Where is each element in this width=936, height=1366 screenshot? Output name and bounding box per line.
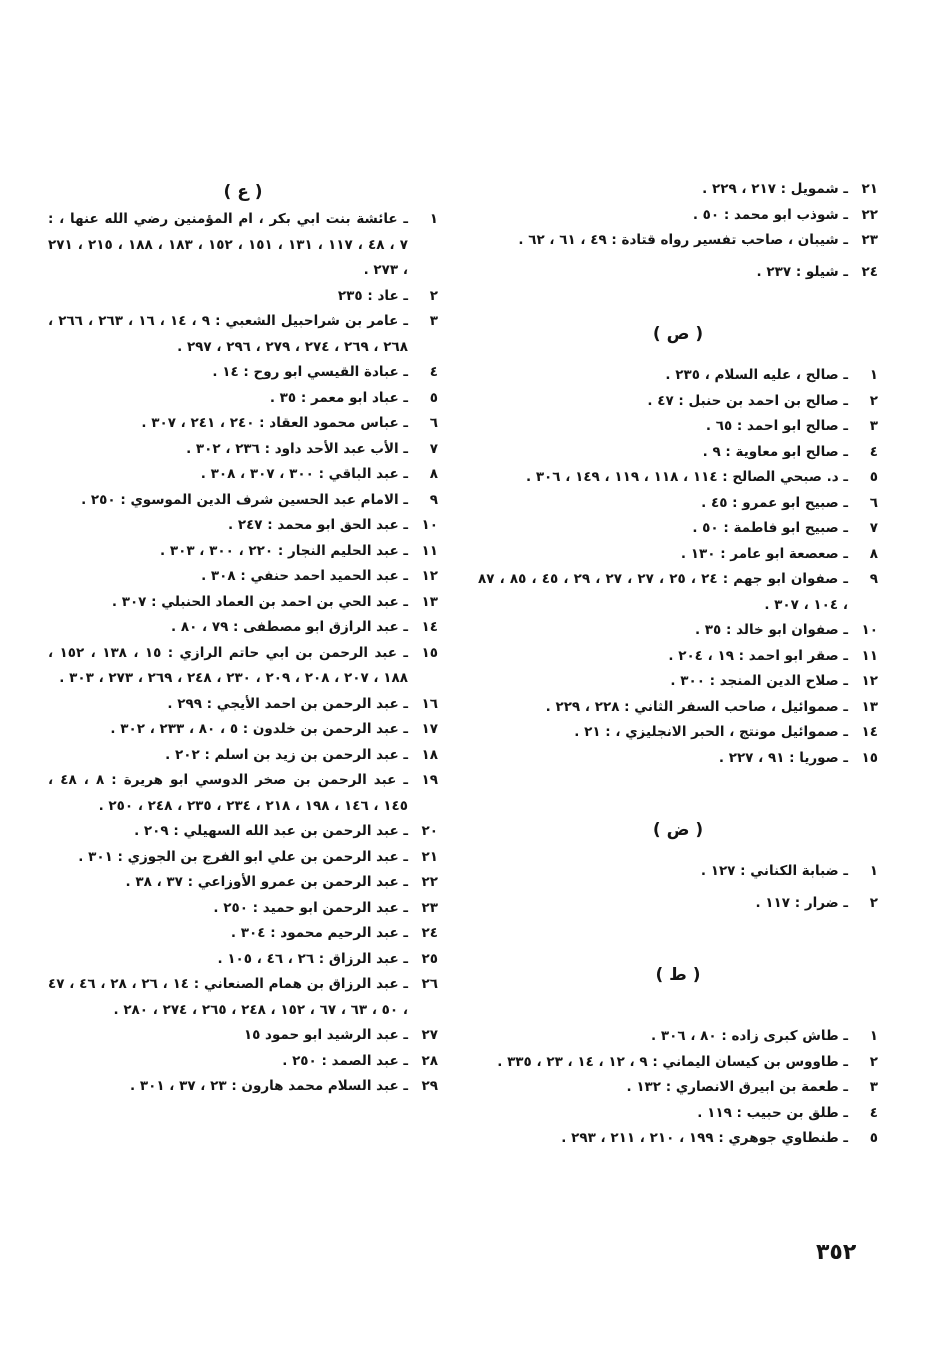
list-item <box>48 207 438 284</box>
list-item <box>478 1024 878 1050</box>
list-item <box>478 389 878 415</box>
list-item <box>478 644 878 670</box>
entry-text: ـ عامر بن شراحبيل الشعبي : ٩ ، ١٤ ، ١٦ ، ٢٦٣ ، ٢٦٦ ، ٢٦٨ ، ٢٦٩ ، ٢٧٤ ، ٢٧٩ ، ٢٩٦ ، ٢٩٧ . <box>48 313 409 355</box>
list-item <box>478 669 878 695</box>
entry-text: ـ شيبان ، صاحب تفسير رواه قتادة : ٤٩ ، ٦١ ، ٦٢ . <box>518 232 848 248</box>
list-item <box>48 921 438 947</box>
entry-number: ٢٩ <box>421 1078 438 1094</box>
list-item <box>48 462 438 488</box>
entry-text: ـ الأب عبد الأحد داود : ٢٣٦ ، ٣٠٢ . <box>186 440 408 457</box>
entry-number: ٢٨ <box>421 1052 438 1069</box>
entry-text: ـ عبد الرزاق : ٢٦ ، ٤٦ ، ١٠٥ . <box>217 950 408 967</box>
right-column <box>478 177 878 1152</box>
list-item <box>478 414 878 440</box>
entry-number: ٢٧ <box>421 1027 438 1043</box>
list-item <box>478 695 878 721</box>
entry-text: ـ صالح ابو احمد : ٦٥ . <box>705 418 848 434</box>
entry-text: ـ صوريا : ٩١ ، ٢٢٧ . <box>718 749 848 766</box>
list-item <box>478 720 878 746</box>
list-item <box>48 972 438 1023</box>
entry-text: ـ الامام عبد الحسين شرف الدين الموسوي : ٢٥٠ . <box>81 491 408 508</box>
entry-number: ١٧ <box>421 721 438 737</box>
list-item <box>48 590 438 616</box>
list-item <box>48 309 438 360</box>
entry-number: ١١ <box>861 647 878 664</box>
entry-number: ١٥ <box>861 749 878 766</box>
entry-number: ٢١ <box>421 848 438 865</box>
entry-text: ـ صالح ابو معاوية : ٩ . <box>702 443 848 460</box>
entry-text: ـ شوذب ابو محمد : ٥٠ . <box>692 206 848 223</box>
list-item <box>478 1101 878 1127</box>
entry-number: ١٦ <box>421 695 438 712</box>
entry-number: ٥ <box>429 389 438 406</box>
entry-text: ـ عبد الرحمن بن عبد الله السهيلي : ٢٠٩ . <box>134 823 408 839</box>
list-item <box>48 437 438 463</box>
entry-number: ٢٣ <box>861 232 878 248</box>
entry-text: ـ طاش كبرى زاده : ٨٠ ، ٣٠٦ . <box>651 1028 848 1044</box>
section-heading-ain: ( ع ) <box>223 182 263 202</box>
entry-number: ١ <box>869 367 878 383</box>
entry-number: ٢٣ <box>421 899 438 916</box>
list-item <box>48 1023 438 1049</box>
list-item <box>478 228 878 254</box>
section-heading-sad: ( ص ) <box>652 324 704 344</box>
entry-text: ـ صبيح ابو فاطمة : ٥٠ . <box>692 520 848 536</box>
entry-text: ـ عبد الرزاق بن همام الصنعاني : ١٤ ، ٢٦ ، ٢٨ ، ٤٦ ، ٤٧ ، ٥٠ ، ٦٣ ، ٦٧ ، ١٥٢ ، ٢٤٨ ، ٢٦٥ ، ٢٧٤ ، ٢٨٠ . <box>48 976 409 1018</box>
entry-number: ٥ <box>869 469 878 485</box>
list-item <box>48 539 438 565</box>
entry-number: ١٤ <box>861 724 878 740</box>
entry-number: ٢٢ <box>861 206 878 223</box>
entry-number: ٢١ <box>861 181 878 197</box>
entry-text: ـ عاد : ٢٣٥ <box>337 287 408 304</box>
list-item <box>478 1075 878 1101</box>
entry-text: ـ ضبابة الكناني : ١٢٧ . <box>700 863 848 879</box>
entry-text: ـ عبد الرحمن ابو حميد : ٢٥٠ . <box>213 899 408 916</box>
section-heading-ta: ( ط ) <box>655 965 701 985</box>
entry-text: ـ عبد الرحمن بن صخر الدوسي ابو هريرة : ٨ ، ٤٨ ، ١٤٥ ، ١٤٦ ، ١٩٨ ، ٢١٨ ، ٢٣٤ ، ٢٣٥ ، ٢٤٨ ، ٢٥٠ . <box>48 772 408 814</box>
entry-number: ١٢ <box>861 673 878 689</box>
list-item <box>48 1049 438 1075</box>
entry-text: ـ ضرار : ١١٧ . <box>755 894 848 911</box>
section-heading-dad: ( ض ) <box>652 820 704 840</box>
entry-number: ٧ <box>429 440 438 457</box>
list-item <box>478 440 878 466</box>
list-item <box>48 564 438 590</box>
entry-text: ـ عبد الرحمن بن علي ابو الفرج بن الجوزي : ٣٠١ . <box>78 848 408 865</box>
entry-text: ـ عبد الرحيم محمود : ٣٠٤ . <box>230 925 408 941</box>
entry-text: ـ صلاح الدين المنجد : ٣٠٠ . <box>670 673 848 689</box>
entry-number: ٧ <box>869 520 878 536</box>
list-item <box>48 947 438 973</box>
entry-text: ـ طلق بن حبيب : ١١٩ . <box>697 1104 848 1121</box>
list-item <box>48 360 438 386</box>
list-item <box>478 1050 878 1076</box>
list-item <box>478 516 878 542</box>
list-item <box>478 567 878 618</box>
entry-number: ٢٦ <box>421 976 438 992</box>
entry-text: ـ عبد الحي بن احمد بن العماد الحنبلي : ٣٠٧ . <box>111 593 408 610</box>
entry-number: ٦ <box>869 494 878 511</box>
entry-text: ـ عبد الباقي : ٣٠٠ ، ٣٠٧ ، ٣٠٨ . <box>200 466 408 482</box>
list-item <box>48 692 438 718</box>
page-number: ٣٥٢ <box>816 1240 857 1265</box>
entry-text: ـ صالح ، عليه السلام ، ٢٣٥ . <box>665 367 848 383</box>
entry-number: ١ <box>429 211 438 227</box>
entry-text: ـ عبد الرحمن بن ابي حاتم الرازي : ١٥ ، ١٣٨ ، ١٥٢ ، ١٨٨ ، ٢٠٧ ، ٢٠٨ ، ٢٠٩ ، ٢٣٠ ، ٢٤٨ ، ٢٦٩ ، ٢٧٣ ، ٣٠٣ . <box>48 644 409 686</box>
list-item <box>48 717 438 743</box>
entry-text: ـ شمويل : ٢١٧ ، ٢٢٩ . <box>702 181 848 197</box>
entry-text: ـ صعصعة ابو عامر : ١٣٠ . <box>680 545 848 562</box>
entry-text: ـ صموائيل مونتج ، الحبر الانجليزي ، : ٢١ . <box>574 724 848 740</box>
entry-text: ـ عبد الرازق ابو مصطفى : ٧٩ ، ٨٠ . <box>171 619 408 635</box>
entry-number: ٦ <box>429 415 438 431</box>
entry-number: ٣ <box>869 1079 878 1095</box>
entry-text: ـ عبد الحق ابو محمد : ٢٤٧ . <box>227 517 408 533</box>
list-item <box>478 491 878 517</box>
entry-text: ـ عبد الصمد : ٢٥٠ . <box>282 1052 408 1069</box>
entry-text: ـ شيلو : ٢٣٧ . <box>756 263 848 280</box>
entry-text: ـ عبد الرحمن بن عمرو الأوزاعي : ٣٧ ، ٣٨ . <box>125 874 408 890</box>
list-item <box>48 615 438 641</box>
entry-text: ـ عبد الحميد احمد حنفي : ٣٠٨ . <box>201 568 408 584</box>
entry-number: ١ <box>869 1028 878 1044</box>
entry-number: ٤ <box>429 364 438 380</box>
entry-number: ٢ <box>869 894 878 911</box>
list-item <box>48 743 438 769</box>
entry-text: ـ صقر ابو احمد : ١٩ ، ٢٠٤ . <box>668 647 848 664</box>
entry-number: ١٩ <box>421 772 438 788</box>
list-item <box>48 1074 438 1100</box>
entry-number: ٤ <box>869 443 878 460</box>
entry-number: ٢ <box>869 392 878 409</box>
entry-number: ٢٠ <box>421 823 438 839</box>
list-item <box>48 488 438 514</box>
entry-number: ١٣ <box>861 698 878 715</box>
list-item <box>478 260 878 286</box>
list-item <box>478 746 878 772</box>
left-column <box>48 177 438 1100</box>
entry-text: ـ صموائيل ، صاحب السفر الثاني : ٢٢٨ ، ٢٢٩ . <box>545 698 848 715</box>
entry-number: ٣ <box>869 418 878 434</box>
entry-number: ١٠ <box>421 517 438 533</box>
list-item <box>478 618 878 644</box>
list-item <box>478 1126 878 1152</box>
entry-number: ١٤ <box>421 619 438 635</box>
entry-number: ١١ <box>421 542 438 559</box>
entry-text: ـ عبد الرحمن بن احمد الأيجي : ٢٩٩ . <box>167 695 408 712</box>
list-item <box>48 896 438 922</box>
entry-text: ـ عبد السلام محمد هارون : ٢٣ ، ٣٧ ، ٣٠١ . <box>130 1078 408 1094</box>
entry-text: ـ عبد الرشيد ابو حمود ١٥ <box>243 1027 408 1043</box>
entry-number: ٢٥ <box>421 950 438 967</box>
list-item <box>48 870 438 896</box>
entry-text: ـ عائشة بنت ابي بكر ، ام المؤمنين رضي الله عنها ، : ٧ ، ٤٨ ، ١١٧ ، ١٣١ ، ١٥١ ، ١٥٢ ، ١٨٣ ، ١٨٨ ، ٢١٥ ، ٢٧١ ، ٢٧٣ . <box>48 211 408 278</box>
list-item <box>478 891 878 917</box>
list-item <box>478 859 878 885</box>
entry-number: ١٣ <box>421 593 438 610</box>
entry-text: ـ عباس محمود العقاد : ٢٤٠ ، ٢٤١ ، ٣٠٧ . <box>141 415 408 431</box>
entry-number: ٤ <box>869 1104 878 1121</box>
entry-text: ـ عبد الحليم النجار : ٢٢٠ ، ٣٠٠ ، ٣٠٣ . <box>160 542 408 559</box>
entry-text: ـ صالح بن احمد بن حنبل : ٤٧ . <box>647 392 848 409</box>
entry-number: ٩ <box>869 571 878 587</box>
list-item <box>48 284 438 310</box>
list-item <box>48 641 438 692</box>
list-item <box>478 542 878 568</box>
entry-number: ١٠ <box>861 622 878 638</box>
entry-number: ٣ <box>429 313 438 329</box>
entry-text: ـ طعمة بن ابيرق الانصاري : ١٣٢ . <box>626 1079 848 1095</box>
entry-text: ـ عبد الرحمن بن زيد بن اسلم : ٢٠٢ . <box>165 746 408 763</box>
list-item <box>478 363 878 389</box>
entry-number: ٢٤ <box>861 263 878 280</box>
entry-number: ٢ <box>429 287 438 304</box>
entry-text: ـ طنطاوي جوهري : ١٩٩ ، ٢١٠ ، ٢١١ ، ٢٩٣ . <box>561 1130 848 1146</box>
list-item <box>478 177 878 203</box>
entry-number: ٢٤ <box>421 925 438 941</box>
list-item <box>478 465 878 491</box>
entry-number: ١٥ <box>421 644 438 661</box>
list-item <box>48 386 438 412</box>
entry-text: ـ صفوان ابو جهم : ٢٤ ، ٢٥ ، ٢٧ ، ٢٧ ، ٢٩ ، ٤٥ ، ٨٥ ، ٨٧ ، ١٠٤ ، ٣٠٧ . <box>478 571 849 613</box>
entry-text: ـ صفوان ابو خالد : ٣٥ . <box>694 622 848 638</box>
entry-text: ـ طاووس بن كيسان اليماني : ٩ ، ١٢ ، ١٤ ، ٢٣ ، ٣٣٥ . <box>497 1053 848 1070</box>
list-item <box>48 768 438 819</box>
list-item <box>48 845 438 871</box>
list-item <box>48 411 438 437</box>
entry-number: ٨ <box>869 545 878 562</box>
entry-number: ١ <box>869 863 878 879</box>
list-item <box>478 203 878 229</box>
entry-text: ـ عباد ابو معمر : ٣٥ . <box>269 389 408 406</box>
entry-number: ١٢ <box>421 568 438 584</box>
list-item <box>48 513 438 539</box>
entry-number: ٢٢ <box>421 874 438 890</box>
entry-number: ٢ <box>869 1053 878 1070</box>
entry-number: ١٨ <box>421 746 438 763</box>
entry-number: ٥ <box>869 1130 878 1146</box>
entry-text: ـ صبيح ابو عمرو : ٤٥ . <box>701 494 848 511</box>
entry-text: ـ عبادة القيسي ابو روح : ١٤ . <box>212 364 408 380</box>
entry-text: ـ د. صبحي الصالح : ١١٤ ، ١١٨ ، ١١٩ ، ١٤٩ ، ٣٠٦ . <box>525 469 848 485</box>
entry-number: ٨ <box>429 466 438 482</box>
entry-number: ٩ <box>429 491 438 508</box>
list-item <box>48 819 438 845</box>
entry-text: ـ عبد الرحمن بن خلدون : ٥ ، ٨٠ ، ٢٣٣ ، ٣٠٢ . <box>110 721 408 737</box>
